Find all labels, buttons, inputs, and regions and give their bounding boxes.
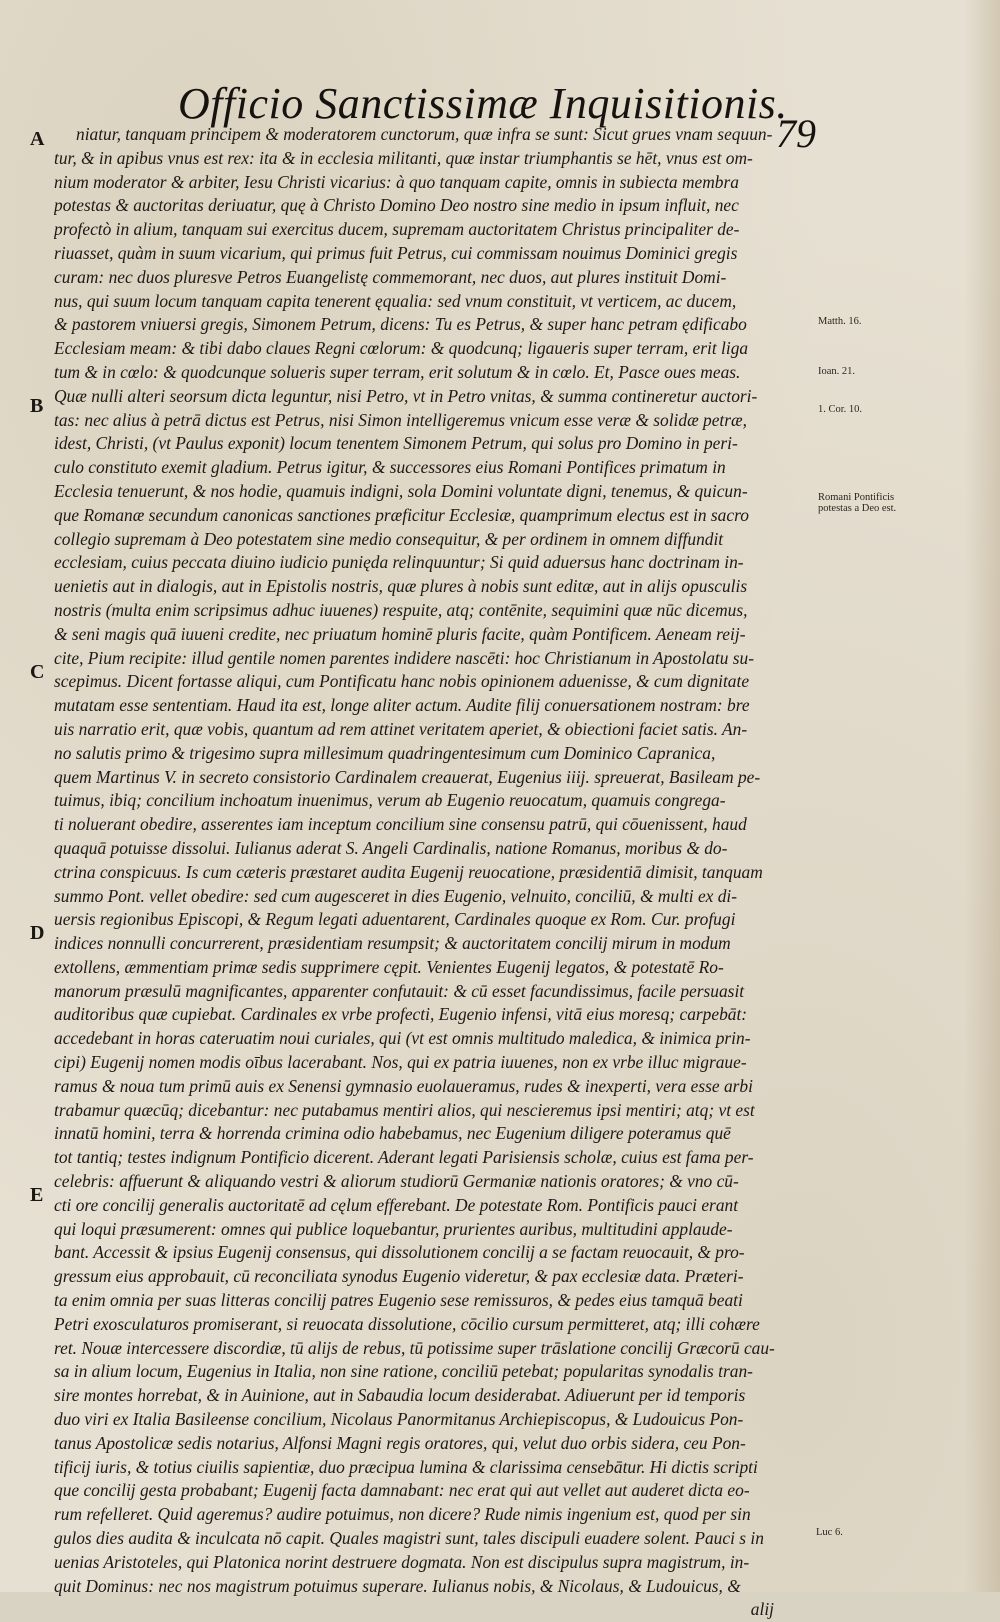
section-letter-c: C <box>30 661 45 683</box>
marginal-note: 1. Cor. 10. <box>818 404 863 415</box>
text-line: indices nonnulli concurrerent, præsidentiam resumpsit; & auctoritatem concilij mirum in modum <box>54 933 731 954</box>
text-line: & pastorem vniuersi gregis, Simonem Petrum, dicens: Tu es Petrus, & super hanc petram ędificabo <box>54 314 747 335</box>
text-line: ecclesiam, cuius peccata diuino iudicio punięda relinquuntur; Si quid aduersus hanc doctrinam in- <box>54 552 744 573</box>
text-line: uenietis aut in dialogis, aut in Epistolis nostris, quæ plures à nobis sunt editæ, aut in alijs opusculis <box>54 576 748 597</box>
page-number: 79 <box>776 111 816 156</box>
text-line: qui loqui præsumerent: omnes qui publice loquebantur, prurientes auribus, multitudini applaude- <box>54 1218 733 1239</box>
text-line: uenias Aristoteles, qui Platonica norint destruere dogmata. Non est discipulus supra magistrum, in- <box>54 1551 750 1572</box>
text-line: bant. Accessit & ipsius Eugenij consensus, qui dissolutionem concilij a se factam reuocauit, & pro- <box>54 1242 745 1263</box>
text-line: sire montes horrebat, & in Auinione, aut in Sabaudia locum desiderabat. Adiuerunt per id temporis <box>54 1385 746 1406</box>
text-line: tificij iuris, & totius ciuilis sapientiæ, duo præcipua lumina & clarissima censebātur. Hi dictis scripti <box>54 1456 758 1477</box>
text-line: sa in alium locum, Eugenius in Italia, non sine ratione, conciliū petebat; popularitas synodalis tran- <box>54 1361 753 1382</box>
text-line: ti noluerant obedire, asserentes iam inceptum concilium sine consensu patrū, qui cōuenissent, haud <box>54 814 747 835</box>
text-line: tuimus, ibiq; concilium inchoatum inuenimus, verum ab Eugenio reuocatum, quamuis congrega- <box>54 790 726 811</box>
text-line: gulos dies audita & inculcata nō capit. Quales magistri sunt, tales discipuli euadere solent. Pauci s in <box>54 1528 764 1549</box>
text-line: niatur, tanquam principem & moderatorem cunctorum, quæ infra se sunt: Sicut grues vnam sequun- <box>76 124 773 144</box>
text-line: quaquā potuisse dissolui. Iulianus aderat S. Angeli Cardinalis, natione Romanus, moribus & do- <box>54 837 728 858</box>
section-letter-b: B <box>30 395 44 417</box>
text-line: tas: nec alius à petrā dictus est Petrus, nisi Simon intelligeremus vnicum esse veræ & solidæ petræ, <box>54 409 747 430</box>
text-line: duo viri ex Italia Basileense concilium, Nicolaus Panormitanus Archiepiscopus, & Ludouicus Pon- <box>54 1409 744 1430</box>
text-line: tanus Apostolicæ sedis notarius, Alfonsi Magni regis oratores, qui, velut duo orbis sidera, ceu Pon- <box>54 1432 746 1453</box>
text-line: collegio supremam à Deo potestatem sine medio consequitur, & per ordinem in omnem diffundit <box>54 528 724 549</box>
text-line: idest, Christi, (vt Paulus exponit) locum tenentem Simonem Petrum, qui solus pro Domino in peri- <box>54 433 738 454</box>
section-letter-a: A <box>30 128 45 150</box>
text-line: tum & in cœlo: & quodcunque solueris super terram, erit solutum & in cœlo. Et, Pasce oues meas. <box>54 361 741 382</box>
text-line: Ecclesiam meam: & tibi dabo claues Regni cœlorum: & quodcunq; ligaueris super terram, erit liga <box>54 338 749 359</box>
text-line: summo Pont. vellet obedire: sed cum augesceret in dies Eugenio, velnuito, conciliū, & multi ex di- <box>54 885 738 906</box>
text-line: Quæ nulli alteri seorsum dicta leguntur, nisi Petro, vt in Petro vnitas, & summa contineretur auctori- <box>54 385 758 406</box>
text-line: rum refelleret. Quid ageremus? audire potuimus, non dicere? Rude nimis ingenium est, quod per sin <box>54 1504 751 1525</box>
text-line: ret. Nouæ intercessere discordiæ, tū alijs de rebus, tū potissime super trāslatione concilij Græcorū cau- <box>54 1337 775 1358</box>
text-line: alij <box>750 1599 774 1620</box>
text-line: ramus & noua tum primū auis ex Senensi gymnasio euolaueramus, rudes & inexperti, vera esse arbi <box>54 1075 753 1096</box>
text-line: manorum præsulū magnificantes, apparenter confutauit: & cū esset facundissimus, facile persuasit <box>54 980 745 1001</box>
text-line: tot tantiq; testes indignum Pontificio dicerent. Aderant legati Parisiensis scholæ, cuius est fama per- <box>54 1147 754 1168</box>
marginal-note: Matth. 16. <box>818 316 862 327</box>
text-line: curam: nec duos pluresve Petros Euangelistę commemorant, nec duos, aut plures instituit Domi- <box>54 266 727 287</box>
body-text <box>54 123 814 1622</box>
text-line: uis narratio erit, quæ vobis, quantum ad rem attinet veritatem aperiet, & obiectioni faciet satis. An- <box>54 718 748 739</box>
text-line: profectò in alium, tanquam sui exercitus ducem, supremam auctoritatem Christus principaliter de- <box>54 219 740 240</box>
text-line: Petri exosculaturos promiserant, si reuocata dissolutione, cōcilio cursum permitteret, atq; illi cohære <box>54 1313 760 1334</box>
text-line: cti ore concilij generalis auctoritatē ad cęlum efferebant. De potestate Rom. Pontificis pauci erant <box>54 1194 739 1215</box>
text-line: auditoribus quæ cupiebat. Cardinales ex vrbe profecti, Eugenio infensi, vitā eius moresq; carpebāt: <box>54 1004 748 1025</box>
page-edge-shading <box>964 0 1000 1592</box>
text-line: trabamur quæcūq; dicebantur: nec putabamus mentiri alios, qui nescieremus ipsi mentiri; atq; vt est <box>54 1099 755 1120</box>
marginal-note: Romani Pontificis potestas a Deo est. <box>818 492 897 514</box>
text-line: ta enim omnia per suas litteras concilij patres Eugenio sese remissuros, & pedes eius tamquā beati <box>54 1290 743 1311</box>
text-line: que concilij gesta probabant; Eugenij facta damnabant: nec erat qui aut vellet aut auderet dicta eo- <box>54 1480 750 1501</box>
text-line: que Romanæ secundum canonicas sanctiones præficitur Ecclesiæ, quamprimum electus est in sacro <box>54 504 749 525</box>
text-line: innatū homini, terra & horrenda crimina odio habebamus, nec Eugenium diligere poteramus quē <box>54 1123 731 1144</box>
text-line: tur, & in apibus vnus est rex: ita & in ecclesia militanti, quæ instar triumphantis se hēt, vnus est om- <box>54 147 753 168</box>
text-line: mutatam esse sententiam. Haud ita est, longe aliter actum. Audite filij conuersationem nostram: bre <box>54 695 750 716</box>
text-line: ctrina conspicuus. Is cum cæteris præstaret audita Eugenij reuocatione, præsidentiā dimisit, tanquam <box>54 861 763 882</box>
text-line: cite, Pium recipite: illud gentile nomen parentes indidere nascēti: hoc Christianum in Apostolatu su- <box>54 647 755 668</box>
text-line: cipi) Eugenij nomen modis oībus lacerabant. Nos, qui ex patria iuuenes, non ex vrbe illuc migraue- <box>54 1052 747 1073</box>
text-line: no salutis primo & trigesimo supra millesimum quadringentesimum cum Dominico Capranica, <box>54 742 716 763</box>
text-line: scepimus. Dicent fortasse aliqui, cum Pontificatu hanc nobis opinionem aduenisse, & cum dignitate <box>54 671 750 692</box>
text-line: Ecclesia tenuerunt, & nos hodie, quamuis indigni, sola Domini voluntate digni, tenemus, & quicun- <box>54 480 748 501</box>
text-line: riuasset, quàm in suum vicarium, qui primus fuit Petrus, cui commissam nouimus Dominici gregis <box>54 242 738 263</box>
running-title: Officio Sanctissimæ Inquisitionis. <box>178 79 788 128</box>
text-line: quem Martinus V. in secreto consistorio Cardinalem creauerat, Eugenius iiij. spreuerat, Basileam pe- <box>54 766 761 787</box>
text-line: gressum eius approbauit, cū reconciliata synodus Eugenio videretur, & pax ecclesiæ data. Præteri- <box>54 1266 744 1287</box>
text-line: nostris (multa enim scripsimus adhuc iuuenes) respuite, atq; contēnite, sequimini quæ nūc dicemus, <box>54 599 748 620</box>
text-line: accedebant in horas cateruatim noui curiales, qui (vt est omnis multitudo maledica, & inimica prin- <box>54 1028 751 1049</box>
section-letter-d: D <box>30 922 45 944</box>
text-line: culo constituto exemit gladium. Petrus igitur, & successores eius Romani Pontifices primatum in <box>54 457 726 478</box>
text-line: extollens, æmmentiam primæ sedis supprimere cępit. Venientes Eugenij legatos, & potestatē Ro- <box>54 956 724 977</box>
marginal-note: Luc 6. <box>816 1527 843 1538</box>
text-line: nium moderator & arbiter, Iesu Christi vicarius: à quo tanquam capite, omnis in subiecta membra <box>54 171 739 192</box>
text-line: potestas & auctoritas deriuatur, quę à Christo Domino Deo nostro sine medio in ipsum influit, nec <box>54 195 739 216</box>
text-line: & seni magis quā iuueni credite, nec priuatum hominē pluris facite, quàm Pontificem. Aeneam reij- <box>54 623 746 644</box>
text-line: celebris: affuerunt & aliquando vestri & aliorum studiorū Germaniæ nationis oratores; & vno cū- <box>54 1171 739 1192</box>
text-line: nus, qui suum locum tanquam capita tenerent ęqualia: sed vnum constituit, vt verticem, ac ducem, <box>54 290 737 311</box>
text-line: quit Dominus: nec nos magistrum potuimus superare. Iulianus nobis, & Nicolaus, & Ludouicus, & <box>54 1575 741 1596</box>
section-letter-e: E <box>30 1184 44 1206</box>
text-line: uersis regionibus Episcopi, & Regum legati aduentarent, Cardinales quoque ex Rom. Cur. profugi <box>54 909 736 930</box>
marginal-note: Ioan. 21. <box>818 366 856 377</box>
